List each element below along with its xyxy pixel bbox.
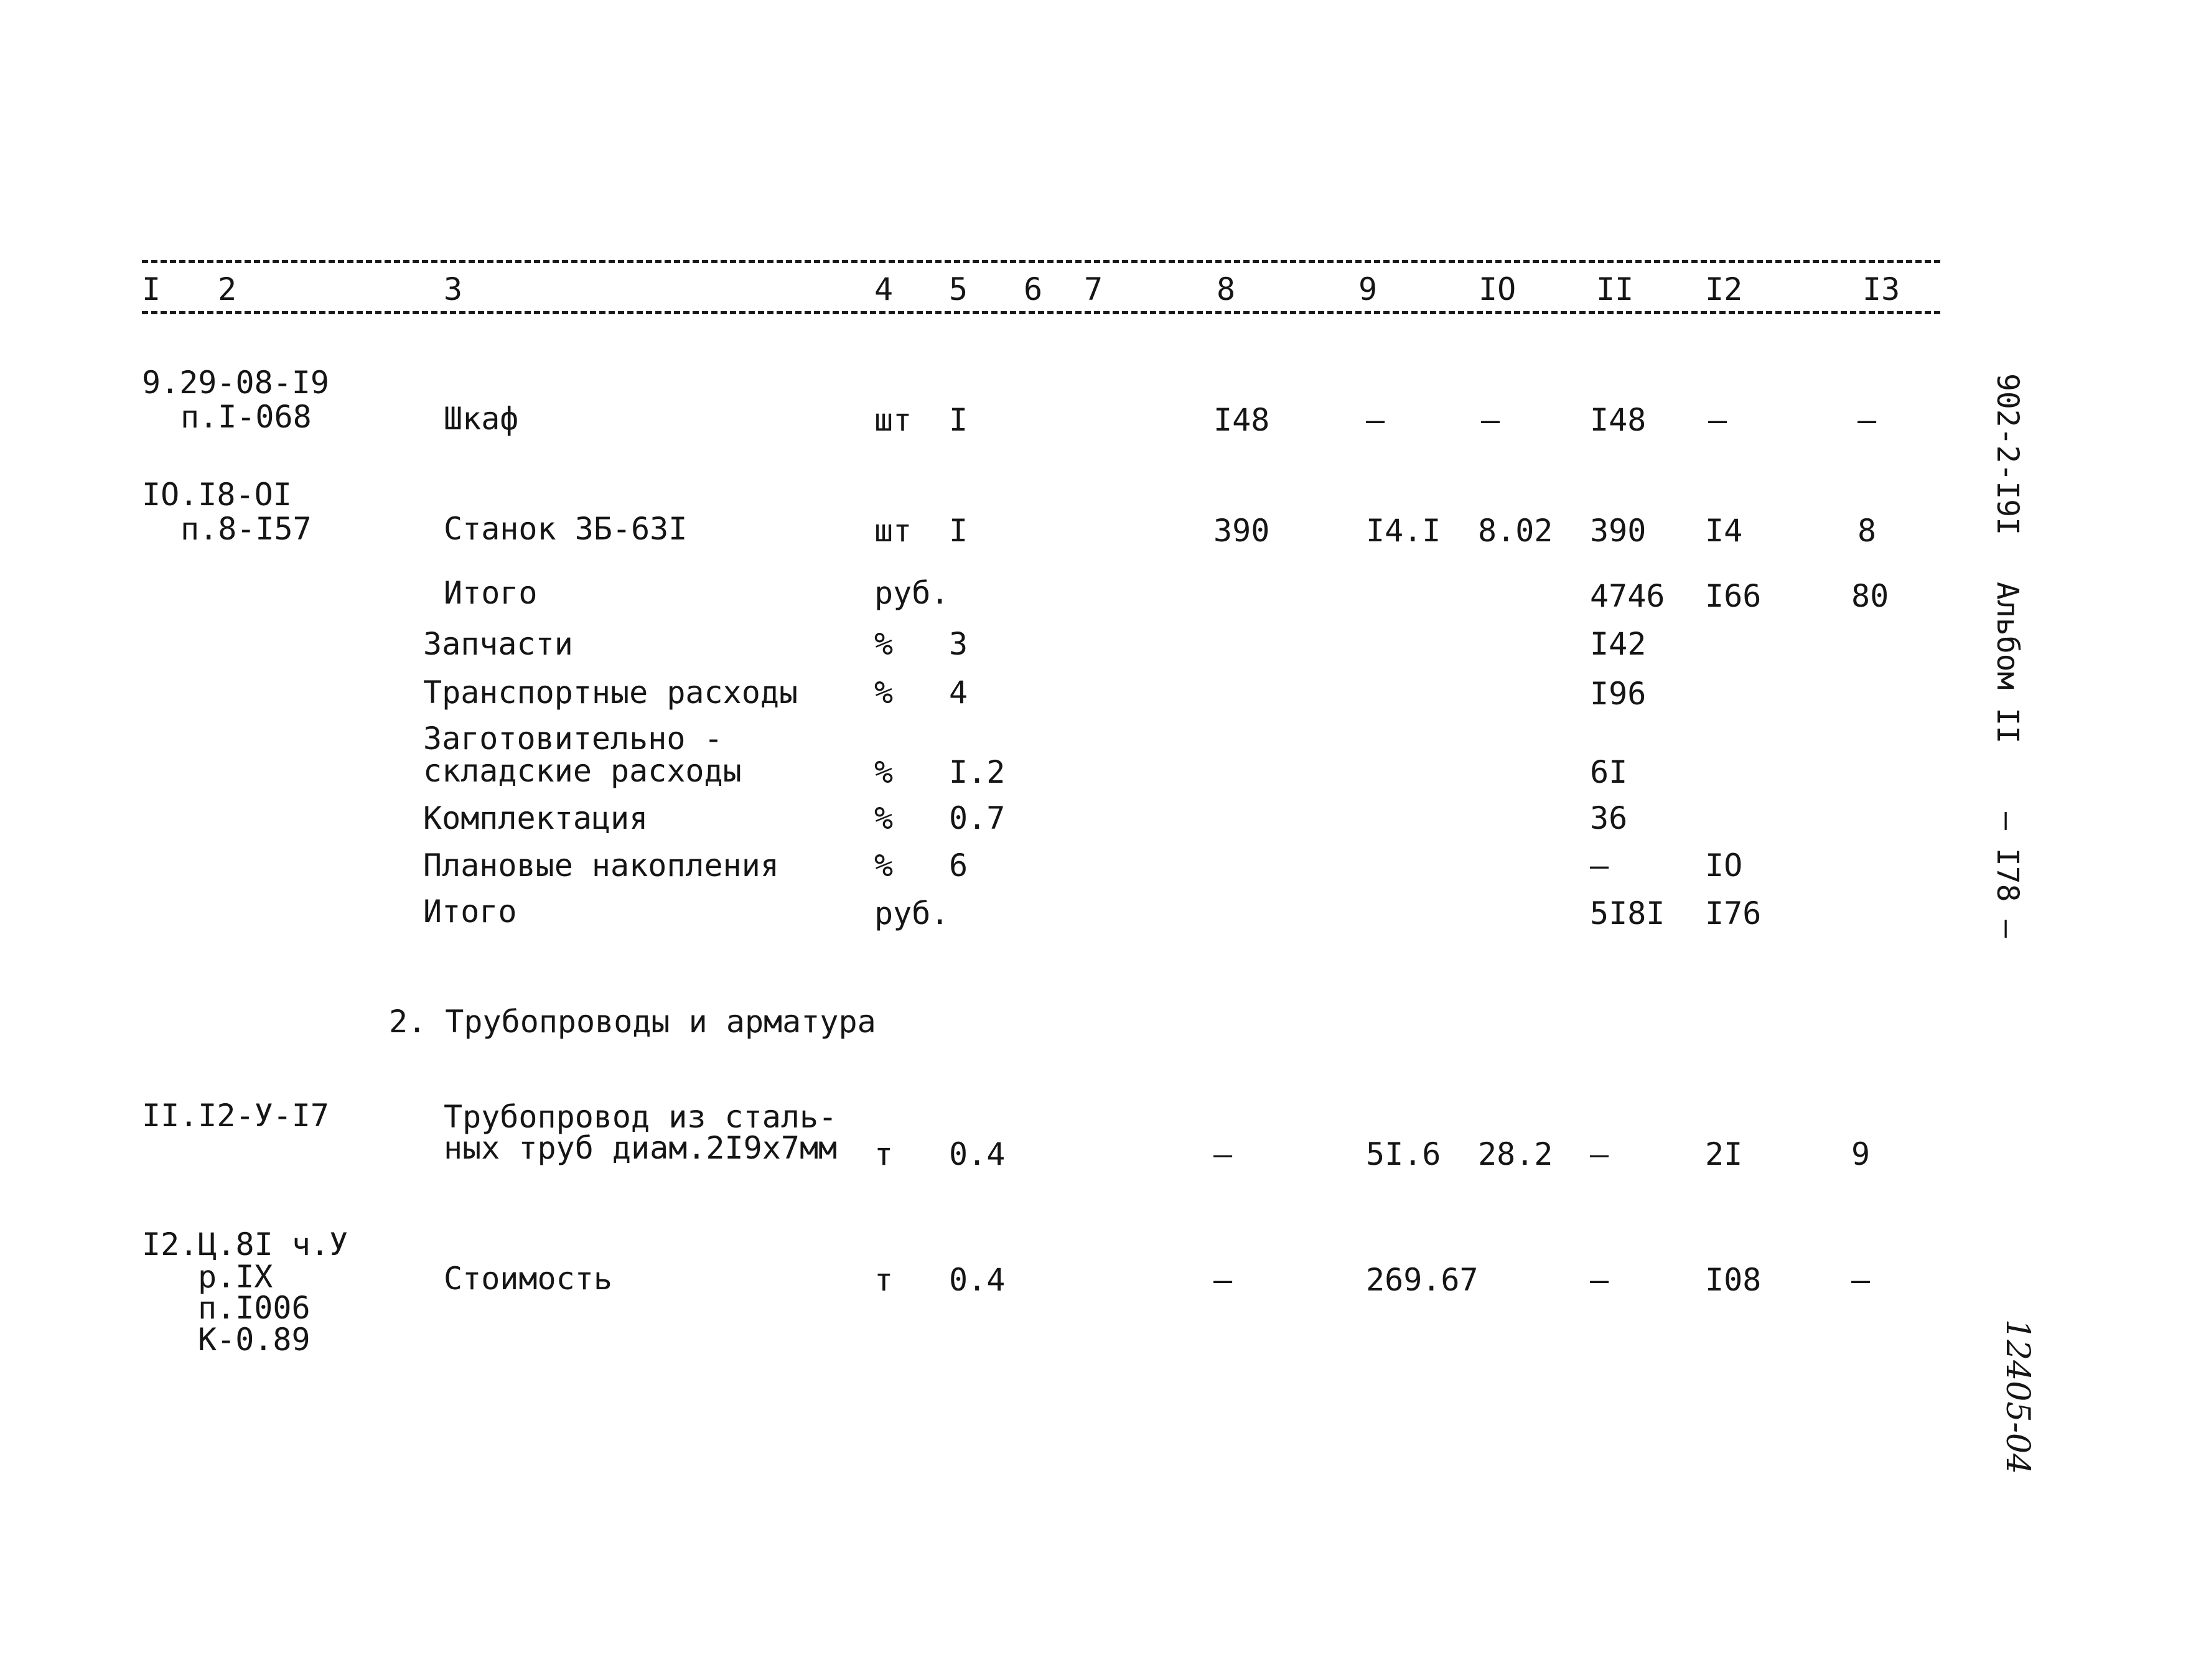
- summary-col-11: 36: [1590, 800, 1628, 836]
- summary-label: Итого: [423, 894, 517, 930]
- summary-col-11: 6I: [1590, 754, 1628, 790]
- value-col-8: –: [1213, 1136, 1233, 1172]
- code-line: р.IX: [198, 1259, 273, 1295]
- code-line: 9.29-08-I9: [142, 365, 330, 401]
- value-col-8: 390: [1213, 513, 1270, 549]
- column-header: 7: [1084, 271, 1103, 307]
- summary-label: Итого: [444, 575, 538, 611]
- column-header: 3: [444, 271, 463, 307]
- margin-page-number: – I78 –: [1990, 812, 2025, 938]
- column-header: IO: [1479, 271, 1516, 307]
- quantity: 0.4: [949, 1262, 1006, 1298]
- unit: т: [874, 1262, 894, 1298]
- unit: т: [874, 1136, 894, 1172]
- value-col-9: I4.I: [1366, 513, 1441, 549]
- code-line: п.8-I57: [180, 511, 312, 547]
- code-line: К-0.89: [198, 1322, 311, 1358]
- value-col-10: –: [1481, 402, 1500, 438]
- value-col-8: –: [1213, 1262, 1233, 1298]
- summary-unit: %: [874, 626, 894, 662]
- summary-col-11: –: [1590, 847, 1609, 884]
- summary-col-12: I76: [1705, 895, 1762, 931]
- column-header: 6: [1024, 271, 1043, 307]
- column-header: 2: [218, 271, 237, 307]
- header-bottom-rule: [142, 311, 1940, 314]
- quantity: I: [949, 513, 968, 549]
- column-header: 8: [1217, 271, 1236, 307]
- column-header: I3: [1862, 271, 1900, 307]
- summary-unit: %: [874, 674, 894, 711]
- margin-handwritten-code: 12405-04: [1999, 1319, 2036, 1475]
- item-name: Стоимость: [444, 1261, 612, 1297]
- summary-unit: руб.: [874, 895, 950, 931]
- column-header: 5: [949, 271, 968, 307]
- summary-label: Транспортные расходы: [423, 674, 798, 711]
- summary-pct: I.2: [949, 754, 1006, 790]
- item-name: ных труб диам.2I9х7мм: [444, 1130, 838, 1166]
- value-col-10: 8.02: [1478, 513, 1553, 549]
- summary-label: Заготовительно -: [423, 721, 723, 757]
- summary-label: Плановые накопления: [423, 847, 779, 884]
- item-name: Трубопровод из сталь-: [444, 1099, 838, 1135]
- value-col-11: 390: [1590, 513, 1647, 549]
- value-col-9: 269.67: [1366, 1262, 1479, 1298]
- summary-col-11: 5I8I: [1590, 895, 1665, 931]
- value-col-11: I48: [1590, 402, 1647, 438]
- item-name: Шкаф: [444, 401, 519, 437]
- quantity: 0.4: [949, 1136, 1006, 1172]
- summary-col-11: I96: [1590, 676, 1647, 712]
- quantity: I: [949, 402, 968, 438]
- section-title: 2. Трубопроводы и арматура: [389, 1004, 876, 1040]
- item-name: Станок 3Б-63I: [444, 511, 688, 547]
- summary-unit: %: [874, 800, 894, 836]
- value-col-8: I48: [1213, 402, 1270, 438]
- column-header: 4: [874, 271, 894, 307]
- column-header: 9: [1358, 271, 1378, 307]
- summary-col-11: 4746: [1590, 578, 1665, 614]
- code-line: п.I-068: [180, 399, 312, 435]
- value-col-12: I08: [1705, 1262, 1762, 1298]
- summary-col-11: I42: [1590, 626, 1647, 662]
- header-top-rule: [142, 260, 1940, 263]
- margin-doc-code: 902-2-I9I: [1990, 373, 2025, 536]
- column-header: I2: [1705, 271, 1743, 307]
- value-col-13: –: [1858, 402, 1877, 438]
- value-col-9: 5I.6: [1366, 1136, 1441, 1172]
- summary-unit: руб.: [874, 575, 950, 611]
- code-line: II.I2-У-I7: [142, 1098, 330, 1134]
- value-col-11: –: [1590, 1136, 1609, 1172]
- value-col-13: 9: [1851, 1136, 1871, 1172]
- column-header: I: [142, 271, 161, 307]
- column-header: II: [1596, 271, 1634, 307]
- summary-unit: %: [874, 754, 894, 790]
- summary-col-12: I66: [1705, 578, 1762, 614]
- summary-pct: 4: [949, 674, 968, 711]
- summary-label: Комплектация: [423, 800, 648, 836]
- summary-col-13: 80: [1851, 578, 1889, 614]
- value-col-12: –: [1708, 402, 1727, 438]
- value-col-13: 8: [1858, 513, 1877, 549]
- code-line: I2.Ц.8I ч.У: [142, 1226, 348, 1262]
- margin-album: Альбом II: [1990, 582, 2025, 744]
- summary-pct: 6: [949, 847, 968, 884]
- unit: шт: [874, 513, 912, 549]
- summary-pct: 0.7: [949, 800, 1006, 836]
- code-line: п.I006: [198, 1290, 311, 1326]
- summary-pct: 3: [949, 626, 968, 662]
- value-col-9: –: [1366, 402, 1385, 438]
- value-col-12: I4: [1705, 513, 1743, 549]
- value-col-13: –: [1851, 1262, 1871, 1298]
- value-col-10: 28.2: [1478, 1136, 1553, 1172]
- summary-label: Запчасти: [423, 626, 573, 662]
- summary-label: складские расходы: [423, 753, 742, 789]
- value-col-12: 2I: [1705, 1136, 1743, 1172]
- unit: шт: [874, 402, 912, 438]
- code-line: IO.I8-OI: [142, 477, 292, 513]
- summary-col-12: IO: [1705, 847, 1743, 884]
- summary-unit: %: [874, 847, 894, 884]
- value-col-11: –: [1590, 1262, 1609, 1298]
